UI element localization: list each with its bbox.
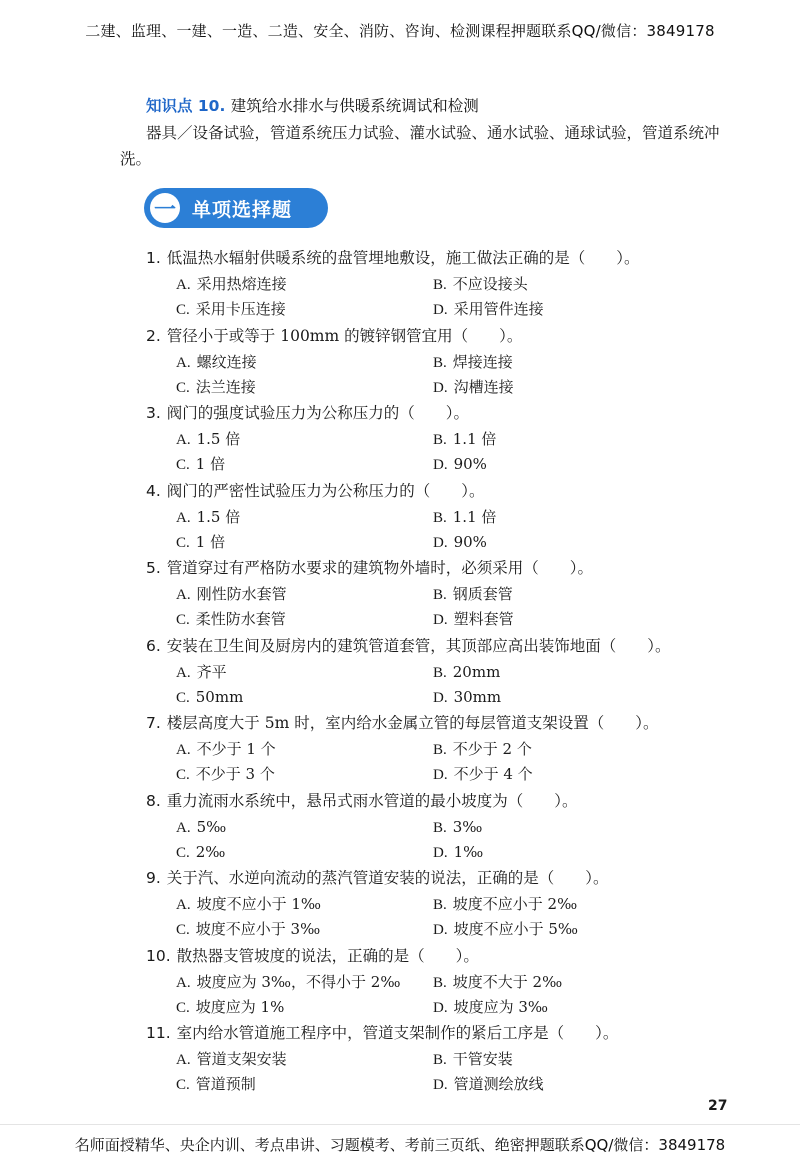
question-number: 10. xyxy=(146,946,171,965)
option-text: 5‰ xyxy=(196,817,227,836)
option-item xyxy=(433,736,532,763)
option-text: 1.5 倍 xyxy=(196,507,241,526)
question-text: 关于汽、水逆向流动的蒸汽管道安装的说法，正确的是（ ）。 xyxy=(166,869,609,887)
option-letter: B. xyxy=(433,974,447,991)
question-text: 阀门的严密性试验压力为公称压力的（ ）。 xyxy=(166,481,485,500)
option-letter: D. xyxy=(433,1077,448,1093)
option-text: 刚性防水套管 xyxy=(196,585,287,603)
option-item xyxy=(433,296,544,323)
option-letter: D. xyxy=(433,457,448,473)
option-letter: A. xyxy=(176,432,191,448)
option-text: 1 倍 xyxy=(195,455,226,473)
option-item xyxy=(433,1071,544,1098)
option-letter: B. xyxy=(433,354,447,371)
option-item xyxy=(433,814,482,841)
option-letter: D. xyxy=(433,922,448,938)
question-stem xyxy=(146,1020,618,1046)
question-item xyxy=(0,943,800,1021)
option-letter: D. xyxy=(433,767,448,783)
option-letter: B. xyxy=(433,509,447,526)
option-text: 50mm xyxy=(195,687,244,706)
question-stem xyxy=(146,245,640,271)
top-banner: 二建、监理、一建、一造、二造、安全、消防、咨询、检测课程押题联系QQ/微信：3849178 xyxy=(85,22,715,40)
page-number: 27 xyxy=(708,1098,728,1114)
option-item xyxy=(433,1046,513,1073)
option-item xyxy=(176,891,321,918)
option-letter: C. xyxy=(176,612,190,628)
option-text: 法兰连接 xyxy=(195,377,256,396)
option-letter: A. xyxy=(176,277,191,293)
option-letter: B. xyxy=(433,664,447,681)
option-item xyxy=(176,374,256,401)
section-header xyxy=(144,188,328,228)
option-item xyxy=(176,529,225,556)
option-letter: B. xyxy=(433,1052,447,1068)
question-list xyxy=(0,245,800,1098)
question-item xyxy=(0,633,800,711)
option-text: 2‰ xyxy=(195,842,226,861)
option-letter: A. xyxy=(176,354,191,371)
footer-divider xyxy=(0,1124,800,1125)
question-number: 3. xyxy=(146,404,161,422)
option-text: 坡度不大于 2‰ xyxy=(452,972,563,991)
option-letter: C. xyxy=(176,767,190,783)
question-stem xyxy=(146,400,469,426)
option-letter: C. xyxy=(176,999,190,1016)
question-number: 5. xyxy=(146,559,161,577)
option-letter: C. xyxy=(176,302,190,318)
question-item xyxy=(0,1020,800,1098)
question-text: 阀门的强度试验压力为公称压力的（ ）。 xyxy=(166,404,470,422)
topic-description: 器具／设备试验，管道系统压力试验、灌水试验、通水试验、通球试验，管道系统冲洗。 xyxy=(120,124,720,168)
option-letter: A. xyxy=(176,819,191,836)
option-text: 管道预制 xyxy=(195,1075,256,1093)
option-item xyxy=(433,529,487,556)
option-text: 坡度应为 3‰，不得小于 2‰ xyxy=(196,972,401,991)
option-text: 3‰ xyxy=(452,817,483,836)
option-letter: A. xyxy=(176,664,191,681)
option-text: 不少于 4 个 xyxy=(453,765,533,783)
option-text: 1‰ xyxy=(453,842,484,861)
option-letter: D. xyxy=(433,999,448,1016)
question-text: 管道穿过有严格防水要求的建筑物外墙时，必须采用（ ）。 xyxy=(166,559,594,577)
option-item xyxy=(176,814,226,841)
section-title: 单项选择题 xyxy=(192,198,293,221)
option-letter: D. xyxy=(433,302,448,318)
question-stem xyxy=(146,478,485,504)
option-item xyxy=(176,1071,256,1098)
option-item xyxy=(433,581,513,608)
question-number: 1. xyxy=(146,249,161,267)
option-text: 不少于 3 个 xyxy=(195,765,275,783)
option-text: 1.1 倍 xyxy=(452,507,497,526)
question-stem xyxy=(146,323,522,349)
question-text: 低温热水辐射供暖系统的盘管埋地敷设，施工做法正确的是（ ）。 xyxy=(166,249,640,267)
option-text: 采用卡压连接 xyxy=(195,300,286,318)
option-item xyxy=(433,451,487,478)
option-letter: D. xyxy=(433,534,448,551)
option-letter: C. xyxy=(176,1077,190,1093)
topic-prefix: 知识点 10. xyxy=(146,97,226,115)
option-item xyxy=(433,271,528,298)
option-letter: B. xyxy=(433,587,447,603)
question-number: 8. xyxy=(146,791,161,810)
option-item xyxy=(433,916,578,943)
option-letter: C. xyxy=(176,379,190,396)
question-number: 7. xyxy=(146,714,161,732)
question-stem xyxy=(146,788,578,814)
option-text: 采用热熔连接 xyxy=(196,275,287,293)
option-item xyxy=(176,581,287,608)
question-text: 散热器支管坡度的说法，正确的是（ ）。 xyxy=(176,946,479,965)
option-text: 钢质套管 xyxy=(452,585,513,603)
option-text: 坡度不应小于 5‰ xyxy=(453,920,579,938)
question-item xyxy=(0,710,800,788)
option-item xyxy=(433,994,548,1021)
option-letter: B. xyxy=(433,277,447,293)
option-letter: D. xyxy=(433,689,448,706)
option-item xyxy=(433,969,562,996)
option-item xyxy=(433,374,514,401)
option-text: 不应设接头 xyxy=(452,275,528,293)
option-text: 1 倍 xyxy=(195,532,226,551)
option-letter: D. xyxy=(433,612,448,628)
question-text: 室内给水管道施工程序中，管道支架制作的紧后工序是（ ）。 xyxy=(176,1024,619,1042)
question-item xyxy=(0,400,800,478)
option-item xyxy=(176,1046,287,1073)
question-item xyxy=(0,788,800,866)
question-text: 安装在卫生间及厨房内的建筑管道套管，其顶部应高出装饰地面（ ）。 xyxy=(166,636,671,655)
option-item xyxy=(433,761,533,788)
option-item xyxy=(176,969,400,996)
option-item xyxy=(433,504,496,531)
option-letter: A. xyxy=(176,974,191,991)
option-text: 管道支架安装 xyxy=(196,1050,287,1068)
topic-heading xyxy=(146,94,479,116)
option-text: 90% xyxy=(453,532,487,551)
option-item xyxy=(433,891,577,918)
option-letter: A. xyxy=(176,742,191,758)
option-text: 螺纹连接 xyxy=(196,352,257,371)
option-item xyxy=(176,606,286,633)
option-letter: C. xyxy=(176,922,190,938)
question-text: 重力流雨水系统中，悬吊式雨水管道的最小坡度为（ ）。 xyxy=(166,791,578,810)
option-text: 坡度不应小于 1‰ xyxy=(196,895,322,913)
option-text: 干管安装 xyxy=(452,1050,513,1068)
option-letter: B. xyxy=(433,742,447,758)
option-item xyxy=(433,839,483,866)
option-text: 塑料套管 xyxy=(453,610,514,628)
option-letter: A. xyxy=(176,509,191,526)
option-text: 采用管件连接 xyxy=(453,300,544,318)
option-text: 沟槽连接 xyxy=(453,377,514,396)
question-number: 11. xyxy=(146,1024,171,1042)
option-item xyxy=(176,349,257,376)
option-letter: A. xyxy=(176,1052,191,1068)
option-letter: D. xyxy=(433,844,448,861)
question-number: 9. xyxy=(146,869,161,887)
option-text: 不少于 1 个 xyxy=(196,740,276,758)
question-stem xyxy=(146,555,593,581)
option-item xyxy=(433,606,514,633)
option-text: 齐平 xyxy=(196,662,227,681)
option-item xyxy=(176,451,225,478)
option-letter: D. xyxy=(433,379,448,396)
option-text: 管道测绘放线 xyxy=(453,1075,544,1093)
option-item xyxy=(176,994,284,1021)
option-item xyxy=(433,426,496,453)
option-letter: B. xyxy=(433,432,447,448)
option-letter: C. xyxy=(176,534,190,551)
option-letter: A. xyxy=(176,897,191,913)
bottom-banner: 名师面授精华、央企内训、考点串讲、习题模考、考前三页纸、绝密押题联系QQ/微信：3849178 xyxy=(74,1136,726,1154)
question-item xyxy=(0,323,800,401)
question-number: 4. xyxy=(146,481,161,500)
question-item xyxy=(0,245,800,323)
option-item xyxy=(176,761,275,788)
option-item xyxy=(176,916,320,943)
question-stem xyxy=(146,943,479,969)
question-stem xyxy=(146,633,671,659)
section-badge: 一 xyxy=(150,193,180,223)
option-item xyxy=(176,684,243,711)
option-letter: C. xyxy=(176,689,190,706)
option-letter: C. xyxy=(176,457,190,473)
option-item xyxy=(176,271,287,298)
option-text: 90% xyxy=(453,455,487,473)
option-text: 坡度不应小于 2‰ xyxy=(452,895,578,913)
question-item xyxy=(0,555,800,633)
option-text: 柔性防水套管 xyxy=(195,610,286,628)
option-text: 焊接连接 xyxy=(452,352,513,371)
question-number: 6. xyxy=(146,636,161,655)
option-item xyxy=(176,426,240,453)
option-text: 不少于 2 个 xyxy=(452,740,532,758)
option-item xyxy=(433,349,513,376)
option-letter: B. xyxy=(433,819,447,836)
option-text: 20mm xyxy=(452,662,501,681)
option-text: 坡度应为 3‰ xyxy=(453,997,549,1016)
question-item xyxy=(0,478,800,556)
question-stem xyxy=(146,710,658,736)
option-text: 1.5 倍 xyxy=(196,430,241,448)
question-stem xyxy=(146,865,609,891)
topic-title: 建筑给水排水与供暖系统调试和检测 xyxy=(230,97,479,115)
option-item xyxy=(176,296,286,323)
option-text: 坡度应为 1% xyxy=(195,997,285,1016)
option-item xyxy=(176,839,225,866)
option-letter: A. xyxy=(176,587,191,603)
option-item xyxy=(433,684,501,711)
option-text: 坡度不应小于 3‰ xyxy=(195,920,321,938)
option-letter: B. xyxy=(433,897,447,913)
option-item xyxy=(176,736,276,763)
option-text: 30mm xyxy=(453,687,502,706)
option-item xyxy=(433,659,500,686)
question-number: 2. xyxy=(146,326,161,345)
question-item xyxy=(0,865,800,943)
question-text: 管径小于或等于 100mm 的镀锌钢管宜用（ ）。 xyxy=(166,326,523,345)
option-letter: C. xyxy=(176,844,190,861)
question-text: 楼层高度大于 5m 时，室内给水金属立管的每层管道支架设置（ ）。 xyxy=(166,714,659,732)
option-item xyxy=(176,659,227,686)
option-item xyxy=(176,504,240,531)
option-text: 1.1 倍 xyxy=(452,430,497,448)
